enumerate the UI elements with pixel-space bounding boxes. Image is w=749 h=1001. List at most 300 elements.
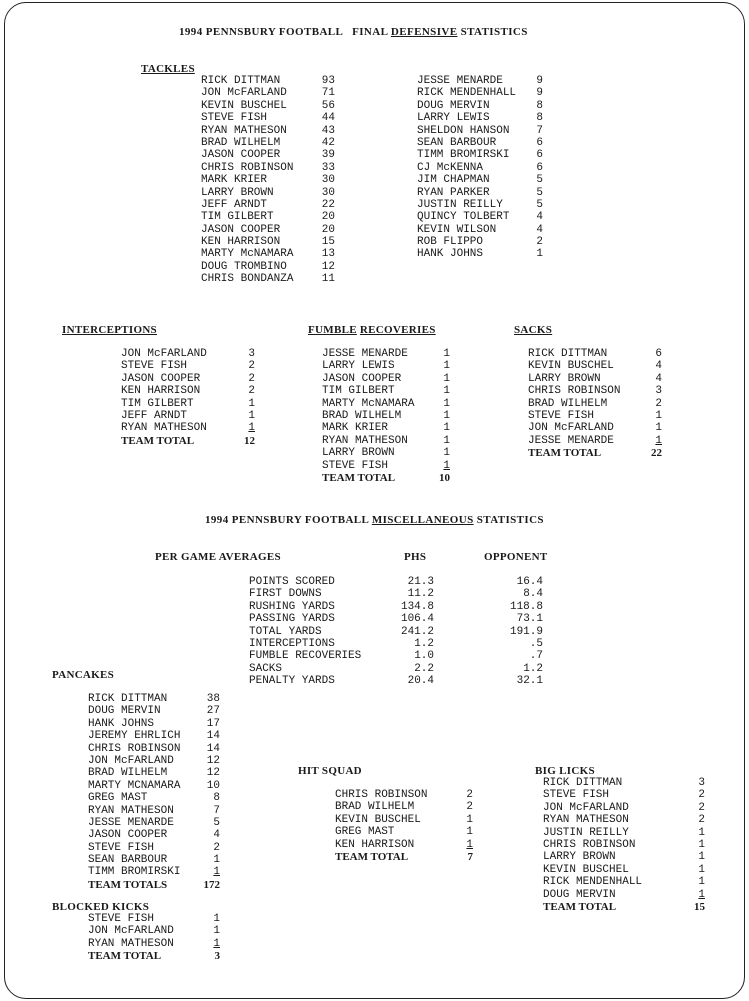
stat-row bbox=[335, 801, 475, 813]
player-name: LARRY BROWN bbox=[201, 186, 274, 199]
stat-row bbox=[88, 938, 228, 950]
player-name: JESSE MENARDE bbox=[417, 75, 503, 87]
stat-row bbox=[201, 211, 341, 223]
stat-row bbox=[417, 125, 547, 137]
player-name: CJ McKENNA bbox=[417, 161, 484, 174]
stat-row bbox=[417, 87, 547, 99]
team-total-row bbox=[121, 435, 261, 447]
fumble-recoveries-list bbox=[322, 348, 462, 484]
stat-row bbox=[121, 348, 261, 360]
stat-value: 1 bbox=[213, 925, 220, 938]
player-name: TEAM TOTAL bbox=[322, 471, 396, 484]
stat-value: 1 bbox=[213, 913, 220, 925]
player-name: STEVE FISH bbox=[88, 841, 155, 854]
stat-value: 1 bbox=[443, 397, 450, 410]
opponent-value: 1.2 bbox=[523, 662, 543, 675]
opponent-value: 8.4 bbox=[523, 588, 543, 601]
stat-value: 6 bbox=[536, 161, 543, 174]
stat-value: 2 bbox=[248, 385, 255, 398]
stat-row bbox=[528, 373, 668, 385]
stat-value: 7 bbox=[467, 850, 473, 863]
stat-value: 12 bbox=[244, 434, 255, 447]
stat-value: 1 bbox=[655, 434, 662, 447]
phs-value: 11.2 bbox=[407, 588, 434, 601]
stat-value: 1 bbox=[443, 348, 450, 360]
player-name: JON McFARLAND bbox=[543, 801, 629, 814]
stat-value: 2 bbox=[698, 801, 705, 814]
stat-value: 1 bbox=[213, 866, 220, 879]
player-name: RYAN MATHESON bbox=[322, 434, 408, 447]
player-name: JASON COOPER bbox=[88, 829, 168, 842]
averages-row bbox=[249, 576, 549, 588]
stat-value: 1 bbox=[443, 372, 450, 385]
stat-row bbox=[543, 802, 713, 814]
stat-value: 8 bbox=[536, 99, 543, 112]
phs-value: 1.2 bbox=[414, 637, 434, 650]
player-name: TIM GILBERT bbox=[121, 397, 194, 410]
stat-value: 1 bbox=[466, 813, 473, 826]
player-name: JESSE MENARDE bbox=[528, 434, 614, 447]
stat-row bbox=[528, 360, 668, 372]
opponent-value: 118.8 bbox=[509, 600, 543, 613]
averages-row bbox=[249, 601, 549, 613]
stat-row bbox=[417, 149, 547, 161]
averages-row bbox=[249, 638, 549, 650]
averages-row bbox=[249, 663, 549, 675]
stat-value: 1 bbox=[443, 434, 450, 447]
opponent-value: 16.4 bbox=[516, 576, 543, 588]
pancakes-list bbox=[88, 693, 228, 891]
stat-row bbox=[121, 410, 261, 422]
stat-value: 42 bbox=[321, 136, 335, 149]
player-name: MARTY MCNAMARA bbox=[88, 779, 181, 792]
player-name: RYAN MATHESON bbox=[201, 124, 287, 137]
stat-value: 1 bbox=[248, 397, 255, 410]
stat-row bbox=[543, 839, 713, 851]
player-name: LARRY BROWN bbox=[543, 851, 616, 864]
stat-value: 71 bbox=[321, 87, 335, 100]
player-name: TIM GILBERT bbox=[201, 211, 274, 224]
player-name: BRAD WILHELM bbox=[201, 136, 281, 149]
player-name: TEAM TOTAL bbox=[121, 434, 195, 447]
player-name: ROB FLIPPO bbox=[417, 236, 484, 249]
player-name: RICK DITTMAN bbox=[201, 75, 281, 87]
stat-row bbox=[201, 248, 341, 260]
player-name: STEVE FISH bbox=[322, 459, 389, 472]
player-name: JON McFARLAND bbox=[201, 87, 287, 100]
interceptions-list bbox=[121, 348, 261, 447]
stat-value: 1 bbox=[248, 409, 255, 422]
player-name: STEVE FISH bbox=[121, 360, 188, 373]
stat-value: 33 bbox=[321, 161, 335, 174]
stat-value: 1 bbox=[443, 385, 450, 398]
opponent-value: 73.1 bbox=[516, 613, 543, 626]
player-name: RICK DITTMAN bbox=[88, 693, 168, 705]
stat-value: 12 bbox=[321, 260, 335, 273]
stat-value: 38 bbox=[206, 693, 220, 705]
stat-row bbox=[417, 224, 547, 236]
stat-row bbox=[322, 435, 462, 447]
player-name: DOUG MERVIN bbox=[88, 705, 161, 718]
player-name: CHRIS ROBINSON bbox=[335, 789, 428, 801]
player-name: GREG MAST bbox=[88, 792, 148, 805]
stat-value: 2 bbox=[466, 789, 473, 801]
stat-value: 8 bbox=[213, 792, 220, 805]
stat-row bbox=[201, 100, 341, 112]
team-total-row bbox=[322, 472, 462, 484]
stat-value: 22 bbox=[651, 447, 662, 460]
tackles-heading: TACKLES bbox=[141, 63, 195, 75]
stat-row bbox=[121, 398, 261, 410]
stat-row bbox=[528, 385, 668, 397]
player-name: RYAN PARKER bbox=[417, 186, 490, 199]
interceptions-heading: INTERCEPTIONS bbox=[62, 324, 157, 336]
player-name: KEVIN BUSCHEL bbox=[543, 863, 629, 876]
stat-row bbox=[335, 814, 475, 826]
player-name: MARK KRIER bbox=[322, 422, 389, 435]
stat-row bbox=[88, 780, 228, 792]
player-name: RICK DITTMAN bbox=[543, 777, 623, 789]
stat-row bbox=[417, 112, 547, 124]
stat-value: 39 bbox=[321, 149, 335, 162]
stat-value: 10 bbox=[439, 471, 450, 484]
stat-value: 3 bbox=[214, 950, 220, 963]
phs-value: 241.2 bbox=[400, 625, 434, 638]
stat-value: 15 bbox=[694, 900, 705, 913]
player-name: JESSE MENARDE bbox=[322, 348, 408, 360]
stat-value: 3 bbox=[248, 348, 255, 360]
stat-row bbox=[88, 913, 228, 925]
stat-row bbox=[121, 360, 261, 372]
stat-value: 172 bbox=[203, 878, 220, 891]
stat-value: 9 bbox=[536, 87, 543, 100]
stat-value: 2 bbox=[698, 789, 705, 802]
player-name: LARRY BROWN bbox=[322, 447, 395, 460]
stat-label: RUSHING YARDS bbox=[249, 600, 335, 613]
player-name: KEVIN BUSCHEL bbox=[201, 99, 287, 112]
player-name: CHRIS ROBINSON bbox=[528, 385, 621, 398]
averages-row bbox=[249, 650, 549, 662]
stat-value: 5 bbox=[536, 198, 543, 211]
stat-row bbox=[417, 199, 547, 211]
stat-value: 10 bbox=[206, 779, 220, 792]
stat-value: 17 bbox=[206, 717, 220, 730]
stat-row bbox=[543, 889, 713, 901]
stat-row bbox=[88, 925, 228, 937]
player-name: KEVIN BUSCHEL bbox=[528, 360, 614, 373]
opponent-value: 32.1 bbox=[516, 675, 543, 688]
player-name: STEVE FISH bbox=[528, 409, 595, 422]
stat-row bbox=[417, 211, 547, 223]
player-name: KEN HARRISON bbox=[335, 838, 415, 851]
stat-value: 1 bbox=[698, 838, 705, 851]
stat-value: 56 bbox=[321, 99, 335, 112]
stat-row bbox=[335, 789, 475, 801]
stat-row bbox=[322, 373, 462, 385]
stat-value: 5 bbox=[536, 174, 543, 187]
stat-value: 1 bbox=[536, 248, 543, 261]
player-name: JEFF ARNDT bbox=[121, 409, 188, 422]
stat-value: 1 bbox=[466, 826, 473, 839]
stat-value: 27 bbox=[206, 705, 220, 718]
hit-squad-list bbox=[335, 789, 475, 863]
stat-row bbox=[322, 360, 462, 372]
stat-value: 1 bbox=[443, 459, 450, 472]
stat-row bbox=[88, 705, 228, 717]
stat-value: 6 bbox=[536, 136, 543, 149]
opponent-value: .7 bbox=[529, 650, 543, 663]
stat-value: 8 bbox=[536, 112, 543, 125]
player-name: DOUG TROMBINO bbox=[201, 260, 287, 273]
stat-row bbox=[335, 839, 475, 851]
stat-value: 2 bbox=[698, 814, 705, 827]
stat-value: 6 bbox=[655, 348, 662, 360]
stat-row bbox=[543, 827, 713, 839]
stat-row bbox=[88, 792, 228, 804]
player-name: JESSE MENARDE bbox=[88, 816, 174, 829]
stat-value: 2 bbox=[536, 236, 543, 249]
stat-row bbox=[543, 777, 713, 789]
player-name: MARTY McNAMARA bbox=[201, 248, 294, 261]
opponent-value: .5 bbox=[529, 637, 543, 650]
player-name: JUSTIN REILLY bbox=[417, 198, 503, 211]
player-name: BRAD WILHELM bbox=[322, 409, 402, 422]
averages-heading: PER GAME AVERAGES bbox=[155, 551, 281, 563]
team-total-row bbox=[88, 950, 228, 962]
stat-value: 1 bbox=[698, 876, 705, 889]
stat-row bbox=[528, 422, 668, 434]
phs-value: 106.4 bbox=[400, 613, 434, 626]
stat-value: 1 bbox=[213, 854, 220, 867]
stat-row bbox=[201, 75, 341, 87]
stat-value: 44 bbox=[321, 112, 335, 125]
hit-squad-heading: HIT SQUAD bbox=[298, 765, 362, 777]
stat-value: 3 bbox=[698, 777, 705, 789]
stat-row bbox=[417, 100, 547, 112]
team-total-row bbox=[88, 879, 228, 891]
stat-value: 1 bbox=[698, 888, 705, 901]
stat-label: FUMBLE RECOVERIES bbox=[249, 650, 362, 663]
player-name: QUINCY TOLBERT bbox=[417, 211, 510, 224]
averages-table bbox=[249, 576, 549, 688]
stat-value: 2 bbox=[466, 801, 473, 814]
player-name: BRAD WILHELM bbox=[335, 801, 415, 814]
stat-value: 30 bbox=[321, 174, 335, 187]
stat-value: 5 bbox=[213, 816, 220, 829]
player-name: BRAD WILHELM bbox=[528, 397, 608, 410]
player-name: SEAN BARBOUR bbox=[417, 136, 497, 149]
player-name: JON McFARLAND bbox=[88, 925, 174, 938]
player-name: TIM GILBERT bbox=[322, 385, 395, 398]
player-name: SHELDON HANSON bbox=[417, 124, 510, 137]
stat-value: 43 bbox=[321, 124, 335, 137]
stat-value: 1 bbox=[698, 826, 705, 839]
player-name: TEAM TOTALS bbox=[88, 878, 168, 891]
fumble-recoveries-heading: FUMBLE RECOVERIES bbox=[308, 324, 436, 336]
stat-label: SACKS bbox=[249, 662, 283, 675]
stat-value: 3 bbox=[655, 385, 662, 398]
player-name: RICK MENDENHALL bbox=[543, 876, 643, 889]
player-name: STEVE FISH bbox=[88, 913, 155, 925]
stat-row bbox=[201, 261, 341, 273]
stat-row bbox=[201, 236, 341, 248]
defensive-stats-title: 1994 PENNSBURY FOOTBALL FINAL DEFENSIVE STATISTICS bbox=[179, 26, 528, 38]
stat-row bbox=[121, 385, 261, 397]
phs-value: 134.8 bbox=[400, 600, 434, 613]
stat-value: 7 bbox=[213, 804, 220, 817]
stat-row bbox=[417, 137, 547, 149]
player-name: RICK MENDENHALL bbox=[417, 87, 517, 100]
player-name: GREG MAST bbox=[335, 826, 395, 839]
stat-label: POINTS SCORED bbox=[249, 576, 335, 588]
stat-row bbox=[88, 842, 228, 854]
blocked-kicks-heading: BLOCKED KICKS bbox=[52, 901, 150, 913]
player-name: RYAN MATHESON bbox=[88, 804, 174, 817]
stat-row bbox=[543, 789, 713, 801]
team-total-row bbox=[335, 851, 475, 863]
stat-value: 15 bbox=[321, 236, 335, 249]
stat-value: 14 bbox=[206, 742, 220, 755]
stat-row bbox=[201, 112, 341, 124]
stat-row bbox=[88, 817, 228, 829]
player-name: LARRY LEWIS bbox=[322, 360, 395, 373]
stat-row bbox=[88, 829, 228, 841]
opponent-value: 191.9 bbox=[509, 625, 543, 638]
stat-row bbox=[121, 373, 261, 385]
stat-value: 4 bbox=[655, 360, 662, 373]
stat-label: INTERCEPTIONS bbox=[249, 637, 335, 650]
stat-row bbox=[543, 876, 713, 888]
player-name: DOUG MERVIN bbox=[417, 99, 490, 112]
stat-row bbox=[88, 767, 228, 779]
player-name: JON McFARLAND bbox=[121, 348, 207, 360]
stat-row bbox=[201, 224, 341, 236]
stat-row bbox=[322, 348, 462, 360]
stat-row bbox=[543, 814, 713, 826]
stat-row bbox=[528, 410, 668, 422]
player-name: MARTY McNAMARA bbox=[322, 397, 415, 410]
stat-row bbox=[417, 236, 547, 248]
averages-row bbox=[249, 613, 549, 625]
stat-row bbox=[88, 718, 228, 730]
stat-value: 11 bbox=[321, 273, 335, 286]
player-name: JON McFARLAND bbox=[528, 422, 614, 435]
stat-value: 5 bbox=[536, 186, 543, 199]
blocked-kicks-list bbox=[88, 913, 228, 963]
player-name: STEVE FISH bbox=[543, 789, 610, 802]
averages-phs-header: PHS bbox=[404, 551, 427, 563]
phs-value: 2.2 bbox=[414, 662, 434, 675]
stat-row bbox=[201, 174, 341, 186]
player-name: JUSTIN REILLY bbox=[543, 826, 629, 839]
stat-row bbox=[322, 398, 462, 410]
player-name: JASON COOPER bbox=[201, 223, 281, 236]
stat-row bbox=[322, 447, 462, 459]
player-name: CHRIS ROBINSON bbox=[88, 742, 181, 755]
player-name: RYAN MATHESON bbox=[88, 937, 174, 950]
player-name: KEVIN WILSON bbox=[417, 223, 497, 236]
stat-row bbox=[417, 187, 547, 199]
stat-row bbox=[201, 199, 341, 211]
stat-row bbox=[88, 805, 228, 817]
big-licks-list bbox=[543, 777, 713, 913]
stat-row bbox=[322, 422, 462, 434]
player-name: CHRIS ROBINSON bbox=[543, 838, 636, 851]
stat-value: 2 bbox=[213, 841, 220, 854]
player-name: JIM CHAPMAN bbox=[417, 174, 490, 187]
stat-row bbox=[88, 743, 228, 755]
player-name: TIMM BROMIRSKI bbox=[417, 149, 510, 162]
stat-row bbox=[322, 460, 462, 472]
stat-value: 12 bbox=[206, 754, 220, 767]
sacks-list bbox=[528, 348, 668, 460]
stat-row bbox=[121, 422, 261, 434]
stat-row bbox=[88, 866, 228, 878]
stat-value: 6 bbox=[536, 149, 543, 162]
stat-label: PASSING YARDS bbox=[249, 613, 335, 626]
player-name: CHRIS BONDANZA bbox=[201, 273, 294, 286]
stat-row bbox=[201, 187, 341, 199]
stat-row bbox=[88, 730, 228, 742]
stat-value: 22 bbox=[321, 198, 335, 211]
stat-value: 2 bbox=[248, 360, 255, 373]
stat-value: 13 bbox=[321, 248, 335, 261]
stat-value: 4 bbox=[213, 829, 220, 842]
player-name: LARRY BROWN bbox=[528, 372, 601, 385]
stat-value: 1 bbox=[443, 447, 450, 460]
tackles-list-1 bbox=[201, 75, 341, 286]
player-name: KEN HARRISON bbox=[121, 385, 201, 398]
tackles-list-2 bbox=[417, 75, 547, 261]
stat-value: 14 bbox=[206, 730, 220, 743]
player-name: JASON COOPER bbox=[322, 372, 402, 385]
player-name: HANK JOHNS bbox=[88, 717, 155, 730]
phs-value: 21.3 bbox=[407, 576, 434, 588]
player-name: HANK JOHNS bbox=[417, 248, 484, 261]
stat-value: 1 bbox=[213, 937, 220, 950]
player-name: JEREMY EHRLICH bbox=[88, 730, 181, 743]
stat-value: 1 bbox=[443, 422, 450, 435]
stat-row bbox=[528, 348, 668, 360]
stat-label: PENALTY YARDS bbox=[249, 675, 335, 688]
stat-value: 1 bbox=[443, 409, 450, 422]
stat-row bbox=[201, 87, 341, 99]
stat-value: 1 bbox=[466, 838, 473, 851]
stat-value: 20 bbox=[321, 211, 335, 224]
stat-row bbox=[335, 826, 475, 838]
team-total-row bbox=[528, 447, 668, 459]
stat-row bbox=[201, 149, 341, 161]
player-name: JASON COOPER bbox=[201, 149, 281, 162]
stat-row bbox=[528, 435, 668, 447]
stat-value: 93 bbox=[321, 75, 335, 87]
stat-value: 2 bbox=[248, 372, 255, 385]
pancakes-heading: PANCAKES bbox=[52, 669, 115, 681]
stat-value: 12 bbox=[206, 767, 220, 780]
player-name: DOUG MERVIN bbox=[543, 888, 616, 901]
big-licks-heading: BIG LICKS bbox=[535, 765, 595, 777]
stat-label: TOTAL YARDS bbox=[249, 625, 322, 638]
stat-value: 2 bbox=[655, 397, 662, 410]
stat-row bbox=[417, 174, 547, 186]
stat-value: 1 bbox=[698, 851, 705, 864]
stat-row bbox=[88, 854, 228, 866]
player-name: KEVIN BUSCHEL bbox=[335, 813, 421, 826]
player-name: MARK KRIER bbox=[201, 174, 268, 187]
stat-row bbox=[88, 755, 228, 767]
stat-value: 1 bbox=[443, 360, 450, 373]
stat-row bbox=[201, 137, 341, 149]
